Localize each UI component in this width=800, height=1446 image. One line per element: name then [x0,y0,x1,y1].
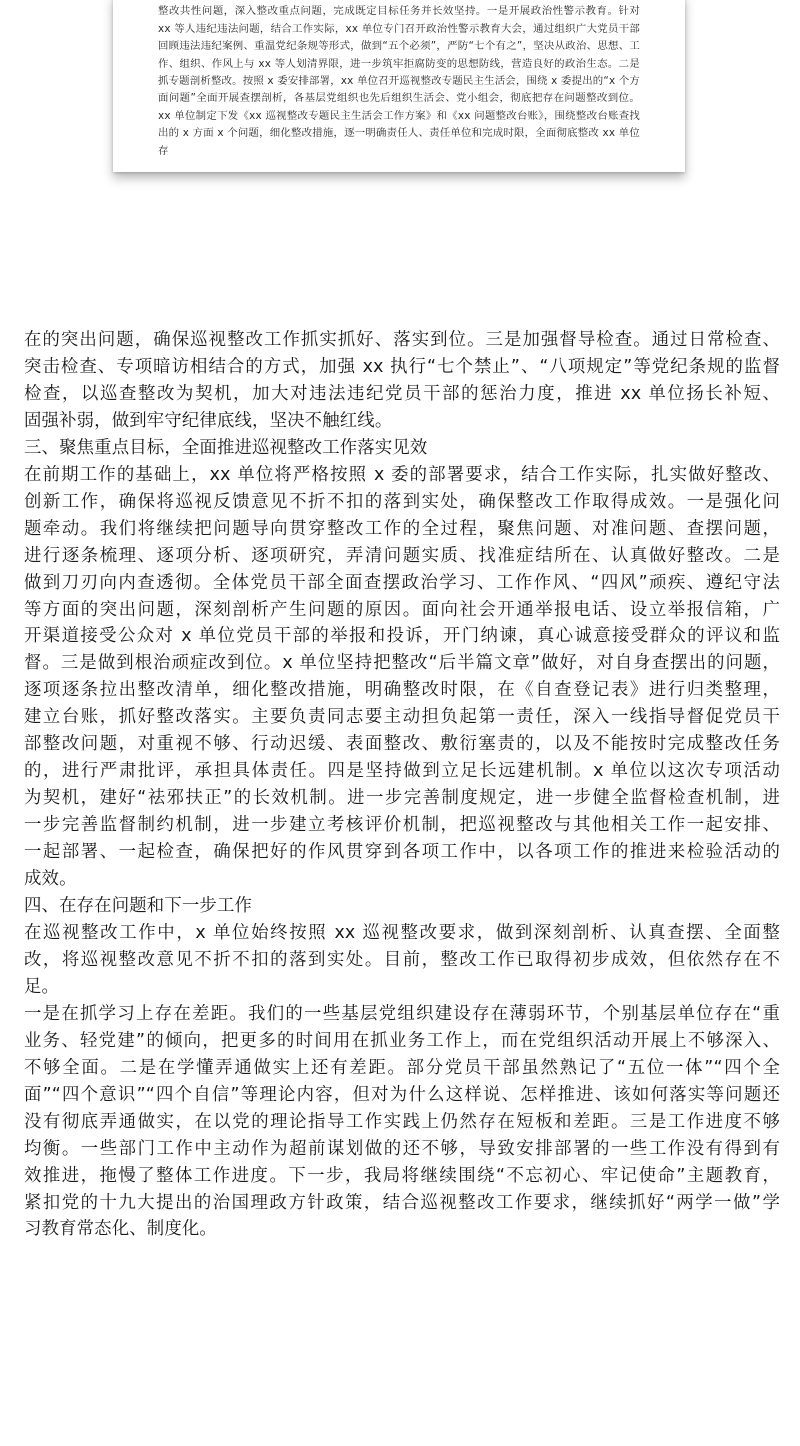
article-line: 一是在抓学习上存在差距。我们的一些基层党组织建设存在薄弱环节，个别基层单位存在“重 [24,1003,780,1024]
article-line: 督。三是做到根治顽症改到位。x 单位坚持把整改“后半篇文章”做好，对自身查摆出的问题， [24,653,780,674]
article-line: 部整改问题，对重视不够、行动迟缓、表面整改、敷衍塞责的，以及不能按时完成整改任务 [24,734,780,755]
article-line: 改，将巡视整改意见不折不扣的落到实处。目前，整改工作已取得初步成效，但依然存在不 [24,949,780,970]
article-line: 均衡。一些部门工作中主动作为超前谋划做的还不够，导致安排部署的一些工作没有得到有 [24,1138,780,1159]
article-line: 面”“四个意识”“四个自信”等理论内容，但对为什么这样说、怎样推进、该如何落实等问题还 [24,1084,780,1105]
article-line: 没有彻底弄通做实，在以党的理论指导工作实践上仍然存在短板和差距。三是工作进度不够 [24,1111,780,1132]
article-line: 在前期工作的基础上，xx 单位将严格按照 x 委的部署要求，结合工作实际，扎实做好整改、 [24,464,780,485]
article-line: 检查，以巡查整改为契机，加大对违法违纪党员干部的惩治力度，推进 xx 单位扬长补短、 [24,383,780,404]
article-line: 不够全面。二是在学懂弄通做实上还有差距。部分党员干部虽然熟记了“五位一体”“四个全 [24,1057,780,1078]
article-line: 固强补弱，做到牢守纪律底线，坚决不触红线。 [24,410,393,431]
article-line: 四、在存在问题和下一步工作 [24,896,253,917]
article-line: 效推进，拖慢了整体工作进度。下一步，我局将继续围绕“不忘初心、牢记使命”主题教育， [24,1165,780,1186]
article-line: 一步完善监督制约机制，进一步建立考核评价机制，把巡视整改与其他相关工作一起安排、 [24,815,780,836]
article-body [24,327,780,1243]
article-line: 开渠道接受公众对 x 单位党员干部的举报和投诉，开门纳谏，真心诚意接受群众的评议和监 [24,626,780,647]
article-line: 在的突出问题，确保巡视整改工作抓实抓好、落实到位。三是加强督导检查。通过日常检查、 [24,330,780,350]
article-line: 一起部署、一起检查，确保把好的作风贯穿到各项工作中，以各项工作的推进来检验活动的 [24,842,780,863]
article-line: 突击检查、专项暗访相结合的方式，加强 xx 执行“七个禁止”、“八项规定”等党纪条规的监督 [24,356,780,377]
article-line: 进行逐条梳理、逐项分析、逐项研究，弄清问题实质、找准症结所在、认真做好整改。二是 [24,545,780,566]
article-line: 逐项逐条拉出整改清单，细化整改措施，明确整改时限，在《自查登记表》进行归类整理， [24,680,780,701]
preview-paragraph: 整改共性问题，深入整改重点问题，完成既定目标任务并长效坚持。一是开展政治性警示教育。针对 xx 等人违纪违法问题，结合工作实际，xx 单位专门召开政治性警示教育大会，通过组织广大党员干部回顾违法违纪案例、重温党纪条规等形式，做到“五个必须”，严防“七个有之”，坚决从政治、思想、工作、组织、作风上与 xx 等人划清界限，进一步筑牢拒腐防变的思想防线，营造良好的政治生态。二是抓专题剖析整改。按照 x 委安排部署，xx 单位召开巡视整改专题民主生活会，围绕 x 委提出的“x 个方面问题”全面开展查摆剖析，各基层党组织也先后组织生活会、党小组会，彻底把存在问题整改到位。xx 单位制定下发《xx 巡视整改专题民主生活会工作方案》和《xx 问题整改台账》，围绕整改台账查找出的 x 方面 x 个问题，细化整改措施，逐一明确责任人、责任单位和完成时限，全面彻底整改 xx 单位存 [158,5,640,157]
article-line: 创新工作，确保将巡视反馈意见不折不扣的落到实处，确保整改工作取得成效。一是强化问 [24,491,780,512]
article-line: 习教育常态化、制度化。 [24,1219,217,1240]
article-line: 为契机，建好“祛邪扶正”的长效机制。进一步完善制度规定，进一步健全监督检查机制，进 [24,788,780,809]
article-line: 建立台账，抓好整改落实。主要负责同志要主动担负起第一责任，深入一线指导督促党员干 [24,707,780,728]
article-line: 足。 [24,976,60,997]
article-line: 的，进行严肃批评，承担具体责任。四是坚持做到立足长远建机制。x 单位以这次专项活动 [24,761,780,782]
document-preview-card [113,0,685,172]
article-line: 三、聚焦重点目标，全面推进巡视整改工作落实见效 [24,437,428,458]
article-line: 在巡视整改工作中，x 单位始终按照 xx 巡视整改要求，做到深刻剖析、认真查摆、全面整 [24,922,780,943]
article-line: 做到刀刃向内查透彻。全体党员干部全面查摆政治学习、工作作风、“四风”顽疾、遵纪守法 [24,572,780,593]
article-line: 紧扣党的十九大提出的治国理政方针政策，结合巡视整改工作要求，继续抓好“两学一做”学 [24,1192,780,1213]
article-line: 成效。 [24,869,77,890]
article-line: 等方面的突出问题，深刻剖析产生问题的原因。面向社会开通举报电话、设立举报信箱，广 [24,599,780,620]
article-line: 题牵动。我们将继续把问题导向贯穿整改工作的全过程，聚焦问题、对准问题、查摆问题， [24,518,780,539]
article-line: 业务、轻党建”的倾向，把更多的时间用在抓业务工作上，而在党组织活动开展上不够深入、 [24,1030,780,1051]
